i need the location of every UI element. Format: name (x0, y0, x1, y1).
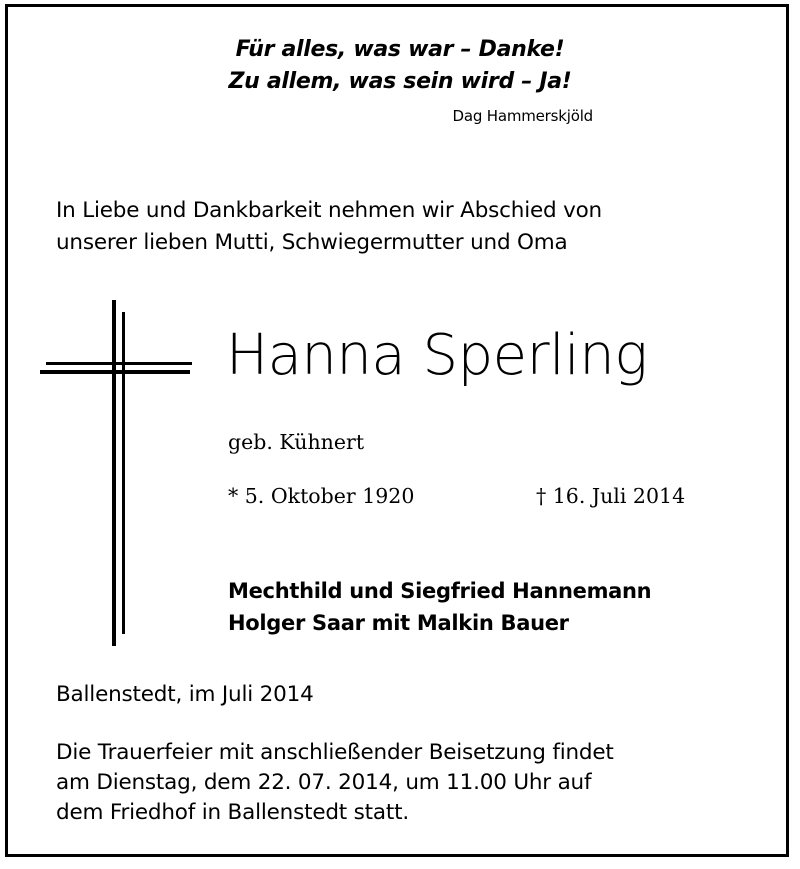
cross-icon (40, 300, 200, 646)
quote-line-1: Für alles, was war – Danke! (235, 37, 565, 62)
maiden-name: geb. Kühnert (228, 430, 365, 454)
quote-author: Dag Hammerskjöld (452, 107, 593, 125)
funeral-line-1: Die Trauerfeier mit anschließender Beisetzung findet (56, 740, 614, 765)
deceased-name: Hanna Sperling (226, 323, 648, 388)
funeral-info (56, 738, 614, 828)
intro-text (56, 195, 602, 259)
intro-line-1: In Liebe und Dankbarkeit nehmen wir Abschied von (56, 198, 602, 223)
death-date: † 16. Juli 2014 (536, 484, 686, 508)
mourner-line: Holger Saar mit Malkin Bauer (228, 611, 569, 635)
birth-date: * 5. Oktober 1920 (228, 484, 415, 508)
quote-line-2: Zu allem, was sein wird – Ja! (228, 69, 572, 94)
intro-line-2: unserer lieben Mutti, Schwiegermutter und Oma (56, 230, 568, 255)
funeral-line-3: dem Friedhof in Ballenstedt statt. (56, 800, 409, 825)
place-date: Ballenstedt, im Juli 2014 (56, 682, 314, 707)
funeral-line-2: am Dienstag, dem 22. 07. 2014, um 11.00 Uhr auf (56, 770, 592, 795)
mourner-line: Mechthild und Siegfried Hannemann (228, 579, 652, 603)
